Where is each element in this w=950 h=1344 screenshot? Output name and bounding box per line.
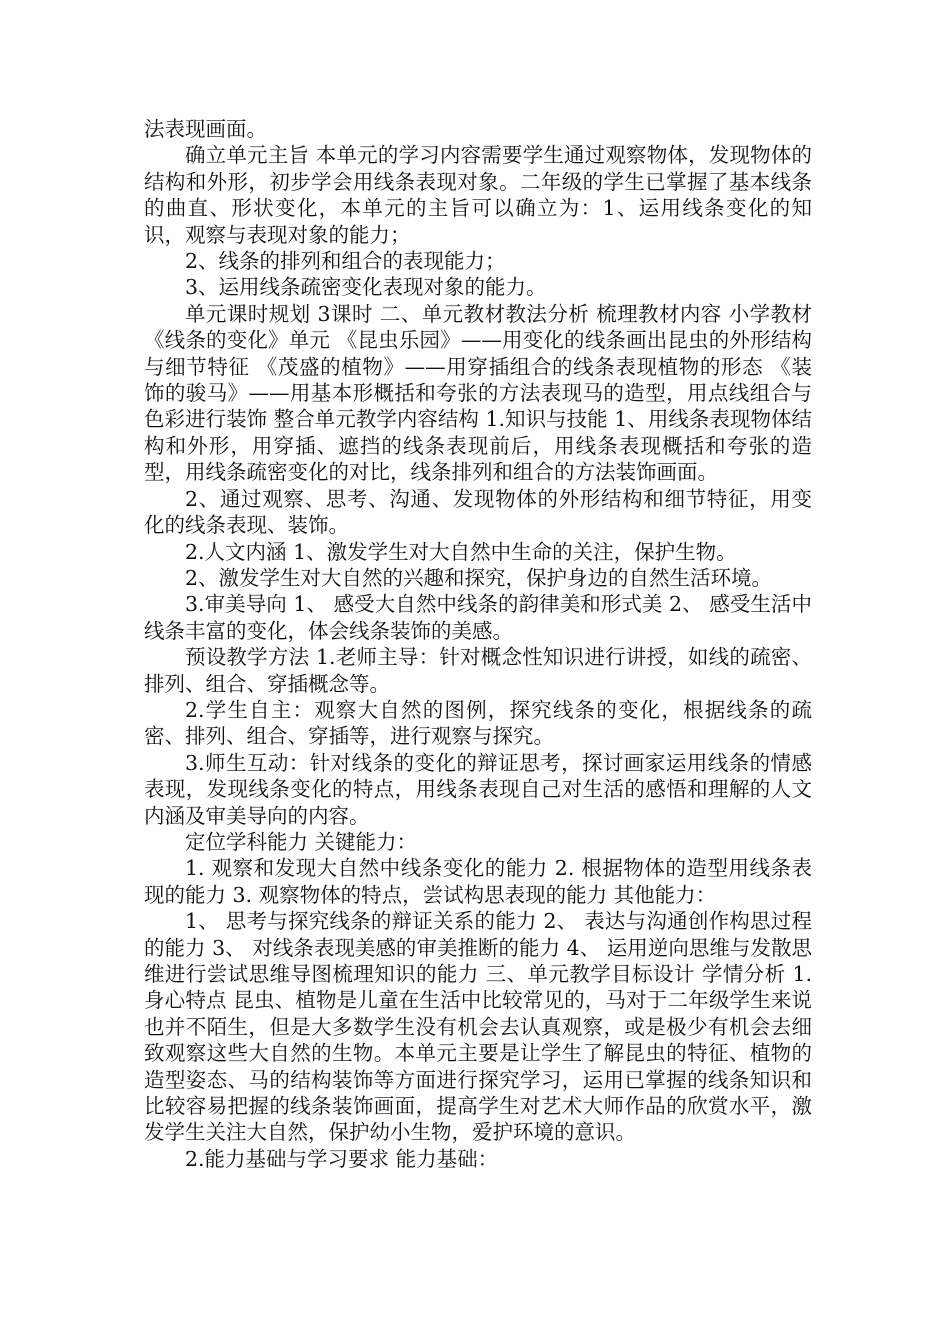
paragraph: 法表现画面。 [144, 117, 267, 141]
paragraph: 2、线条的排列和组合的表现能力； [185, 249, 506, 274]
paragraph: 预设教学方法 1.老师主导：针对概念性知识进行讲授，如线的疏密、排列、组合、穿插概念等。 [144, 645, 812, 696]
document-body [144, 116, 812, 1172]
paragraph: 1、 思考与探究线条的辩证关系的能力 2、 表达与沟通创作构思过程的能力 3、 对线条表现美感的审美推断的能力 4、 运用逆向思维与发散思维进行尝试思维导图梳理知识的能力 三、单元教学目标设计 学情分析 1.身心特点 昆虫、植物是儿童在生活中比较常见的，马对于二年级学生来说也并不陌生，但是大多数学生没有机会去认真观察，或是极少有机会去细致观察这些大自然的生物。本单元主要是让学生了解昆虫的特征、植物的造型姿态、马的结构装饰等方面进行探究学习，运用已掌握的线条知识和比较容易把握的线条装饰画面，提高学生对艺术大师作品的欣赏水平，激发学生关注大自然，保护幼小生物，爱护环境的意识。 [144, 909, 812, 1145]
paragraph: 2.学生自主：观察大自然的图例，探究线条的变化，根据线条的疏密、排列、组合、穿插等，进行观察与探究。 [144, 697, 812, 749]
paragraph: 3.审美导向 1、 感受大自然中线条的韵律美和形式美 2、 感受生活中线条丰富的变化，体会线条装饰的美感。 [144, 592, 812, 643]
paragraph: 2、激发学生对大自然的兴趣和探究，保护身边的自然生活环境。 [185, 565, 773, 590]
paragraph: 3.师生互动：针对线条的变化的辩证思考，探讨画家运用线条的情感表现，发现线条变化的特点，用线条表现自己对生活的感悟和理解的人文内涵及审美导向的内容。 [144, 750, 812, 828]
paragraph: 2.人文内涵 1、激发学生对大自然中生命的关注，保护生物。 [185, 539, 737, 564]
paragraph: 定位学科能力 关键能力： [185, 829, 418, 854]
paragraph: 2、通过观察、思考、沟通、发现物体的外形结构和细节特征，用变化的线条表现、装饰。 [144, 486, 812, 538]
paragraph: 1. 观察和发现大自然中线条变化的能力 2. 根据物体的造型用线条表现的能力 3. 观察物体的特点，尝试构思表现的能力 其他能力： [144, 856, 812, 907]
paragraph: 单元课时规划 3课时 二、单元教材教法分析 梳理教材内容 小学教材《线条的变化》单元 《昆虫乐园》——用变化的线条画出昆虫的外形结构与细节特征 《茂盛的植物》——用穿插组合的线条表现植物的形态 《装饰的骏马》——用基本形概括和夸张的方法表现马的造型，用点线组合与色彩进行装饰 整合单元教学内容结构 1.知识与技能 1、用线条表现物体结构和外形，用穿插、遮挡的线条表现前后，用线条表现概括和夸张的造型，用线条疏密变化的对比，线条排列和组合的方法装饰画面。 [144, 301, 812, 485]
paragraph: 3、运用线条疏密变化表现对象的能力。 [185, 275, 547, 300]
paragraph: 确立单元主旨 本单元的学习内容需要学生通过观察物体，发现物体的结构和外形，初步学会用线条表现对象。二年级的学生已掌握了基本线条的曲直、形状变化，本单元的主旨可以确立为：1、运用线条变化的知识，观察与表现对象的能力； [144, 143, 812, 247]
paragraph: 2.能力基础与学习要求 能力基础： [185, 1146, 499, 1171]
